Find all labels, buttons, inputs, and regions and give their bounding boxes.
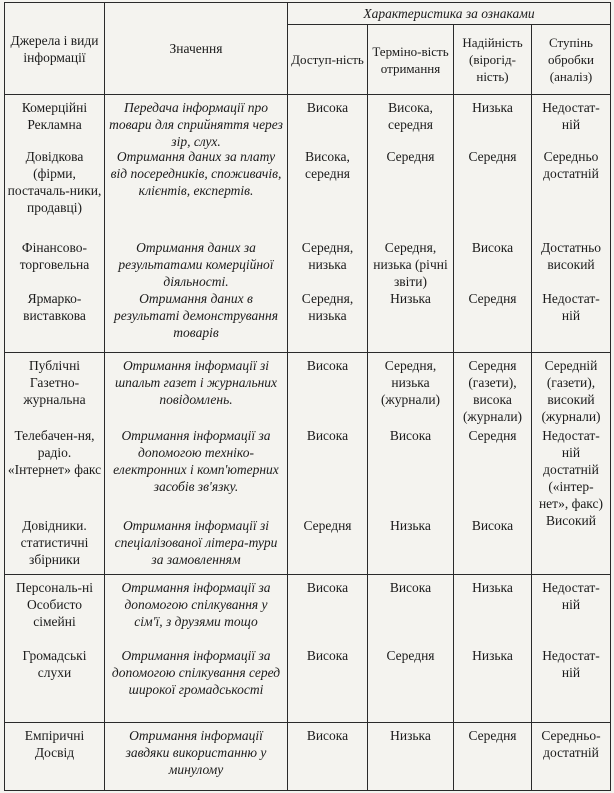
reliability-value: Середня bbox=[468, 727, 517, 743]
reliability-value: Висока bbox=[471, 240, 514, 256]
processing-value: Недостат-ній bbox=[542, 100, 600, 133]
reliability-value: Низька bbox=[472, 579, 513, 595]
header-source: Джерела і види інформації bbox=[5, 3, 105, 95]
reliability-value: Низька bbox=[472, 100, 513, 116]
source-item: Довідники. статистичні збірники bbox=[20, 518, 89, 568]
timeliness-value: Висока, середня bbox=[387, 100, 433, 133]
access-value: Середня bbox=[303, 518, 352, 534]
meanings-cell bbox=[105, 95, 288, 353]
processing-cell bbox=[532, 722, 611, 790]
processing-cell bbox=[532, 353, 611, 574]
sources-cell bbox=[5, 95, 105, 353]
timeliness-value: Середня bbox=[386, 647, 435, 663]
header-characteristics: Характеристика за ознаками bbox=[288, 3, 611, 25]
processing-cell bbox=[532, 574, 611, 722]
processing-value: Недостат-ній bbox=[542, 579, 600, 612]
timeliness-cell bbox=[368, 722, 454, 790]
processing-value: Недостат-ній bbox=[542, 291, 600, 324]
access-value: Висока bbox=[306, 579, 349, 595]
processing-value: Недостат-ній достатній («інтер-нет», факс) bbox=[538, 428, 604, 512]
reliability-value: Середня (газети), висока (журнали) bbox=[462, 358, 523, 425]
processing-value: Середній (газети), високий (журнали) bbox=[541, 358, 601, 425]
reliability-cell bbox=[454, 722, 532, 790]
access-value: Висока bbox=[306, 647, 349, 663]
access-value: Висока bbox=[306, 428, 349, 444]
timeliness-cell bbox=[368, 95, 454, 353]
source-item: Фінансово-торговельна bbox=[19, 240, 90, 273]
processing-value: Високий bbox=[546, 513, 596, 529]
processing-cell bbox=[532, 95, 611, 353]
meaning-item: Отримання інформації за допомогою спілкування серед широкої громадськості bbox=[111, 647, 281, 697]
source-item: Довідкова (фірми, постачаль-ники, продавці) bbox=[7, 149, 102, 216]
source-item: Публічні Газетно-журнальна bbox=[23, 358, 86, 408]
meaning-item: Отримання даних за плату від посередників, споживачів, клієнтів, експертів. bbox=[110, 149, 282, 199]
meaning-item: Отримання інформації завдяки використанню у минулому bbox=[125, 727, 267, 777]
access-cell bbox=[288, 95, 368, 353]
timeliness-value: Середня bbox=[386, 149, 435, 165]
meaning-item: Отримання інформації зі спеціалізованої літера-тури за замовленням bbox=[114, 518, 278, 568]
access-value: Середня, низька bbox=[301, 240, 354, 273]
meanings-cell bbox=[105, 353, 288, 574]
source-item: Комерційні Рекламна bbox=[21, 100, 88, 133]
meaning-item: Отримання даних за результатами комерційної діяльності. bbox=[118, 240, 274, 290]
header-processing: Ступінь обробки (аналіз) bbox=[532, 25, 611, 95]
timeliness-value: Низька bbox=[390, 518, 431, 534]
group-personal bbox=[5, 574, 611, 722]
sources-cell bbox=[5, 353, 105, 574]
timeliness-cell bbox=[368, 353, 454, 574]
sources-cell bbox=[5, 722, 105, 790]
processing-value: Достатньо високий bbox=[540, 240, 602, 273]
meaning-item: Отримання інформації за допомогою техніко-електронних і комп'ютерних засобів зв'язку. bbox=[113, 428, 279, 495]
processing-value: Середньо достатній bbox=[543, 149, 599, 182]
meaning-item: Отримання інформації зі шпальт газет і журнальних повідомлень. bbox=[114, 358, 278, 408]
meaning-item: Отримання даних в результаті демонстрування товарів bbox=[114, 291, 278, 341]
meaning-item: Отримання інформації за допомогою спілкування у сім'ї, з друзями тощо bbox=[121, 579, 271, 629]
source-item: Емпіричні Досвід bbox=[24, 727, 85, 760]
header-reliability: Надійність (вірогід-ність) bbox=[454, 25, 532, 95]
group-public bbox=[5, 353, 611, 574]
timeliness-value: Висока bbox=[389, 579, 432, 595]
source-item: Громадські слухи bbox=[22, 647, 87, 680]
header-row-top bbox=[5, 3, 611, 25]
access-value: Висока bbox=[306, 727, 349, 743]
timeliness-value: Середня, низька (річні звіти) bbox=[373, 240, 448, 290]
processing-value: Недостат-ній bbox=[542, 647, 600, 680]
sources-cell bbox=[5, 574, 105, 722]
meanings-cell bbox=[105, 722, 288, 790]
reliability-value: Середня bbox=[468, 428, 517, 444]
meanings-cell bbox=[105, 574, 288, 722]
meaning-item: Передача інформації про товари для сприйняття через зір, слух. bbox=[109, 100, 283, 150]
source-item: Персональ-ні Особисто сімейні bbox=[16, 579, 93, 629]
group-commercial bbox=[5, 95, 611, 353]
timeliness-value: Низька bbox=[390, 727, 431, 743]
timeliness-cell bbox=[368, 574, 454, 722]
source-item: Телебачен-ня, радіо. «Інтернет» факс bbox=[7, 428, 102, 478]
reliability-cell bbox=[454, 353, 532, 574]
processing-value: Середньо-достатній bbox=[541, 727, 601, 760]
reliability-cell bbox=[454, 95, 532, 353]
timeliness-value: Висока bbox=[389, 428, 432, 444]
header-access: Доступ-ність bbox=[288, 25, 368, 95]
access-cell bbox=[288, 574, 368, 722]
reliability-value: Середня bbox=[468, 149, 517, 165]
access-cell bbox=[288, 722, 368, 790]
source-item: Ярмарко-виставкова bbox=[23, 291, 86, 324]
access-value: Висока, середня bbox=[304, 149, 350, 182]
timeliness-value: Низька bbox=[390, 291, 431, 307]
information-sources-table bbox=[4, 2, 611, 791]
access-value: Висока bbox=[306, 100, 349, 116]
timeliness-value: Середня, низька (журнали) bbox=[380, 358, 441, 408]
header-timeliness: Терміно-вість отримання bbox=[368, 25, 454, 95]
group-empirical bbox=[5, 722, 611, 790]
access-value: Висока bbox=[306, 358, 349, 374]
reliability-value: Середня bbox=[468, 291, 517, 307]
header-meaning: Значення bbox=[105, 3, 288, 95]
reliability-cell bbox=[454, 574, 532, 722]
access-cell bbox=[288, 353, 368, 574]
reliability-value: Висока bbox=[471, 518, 514, 534]
access-value: Середня, низька bbox=[301, 291, 354, 324]
reliability-value: Низька bbox=[472, 647, 513, 663]
